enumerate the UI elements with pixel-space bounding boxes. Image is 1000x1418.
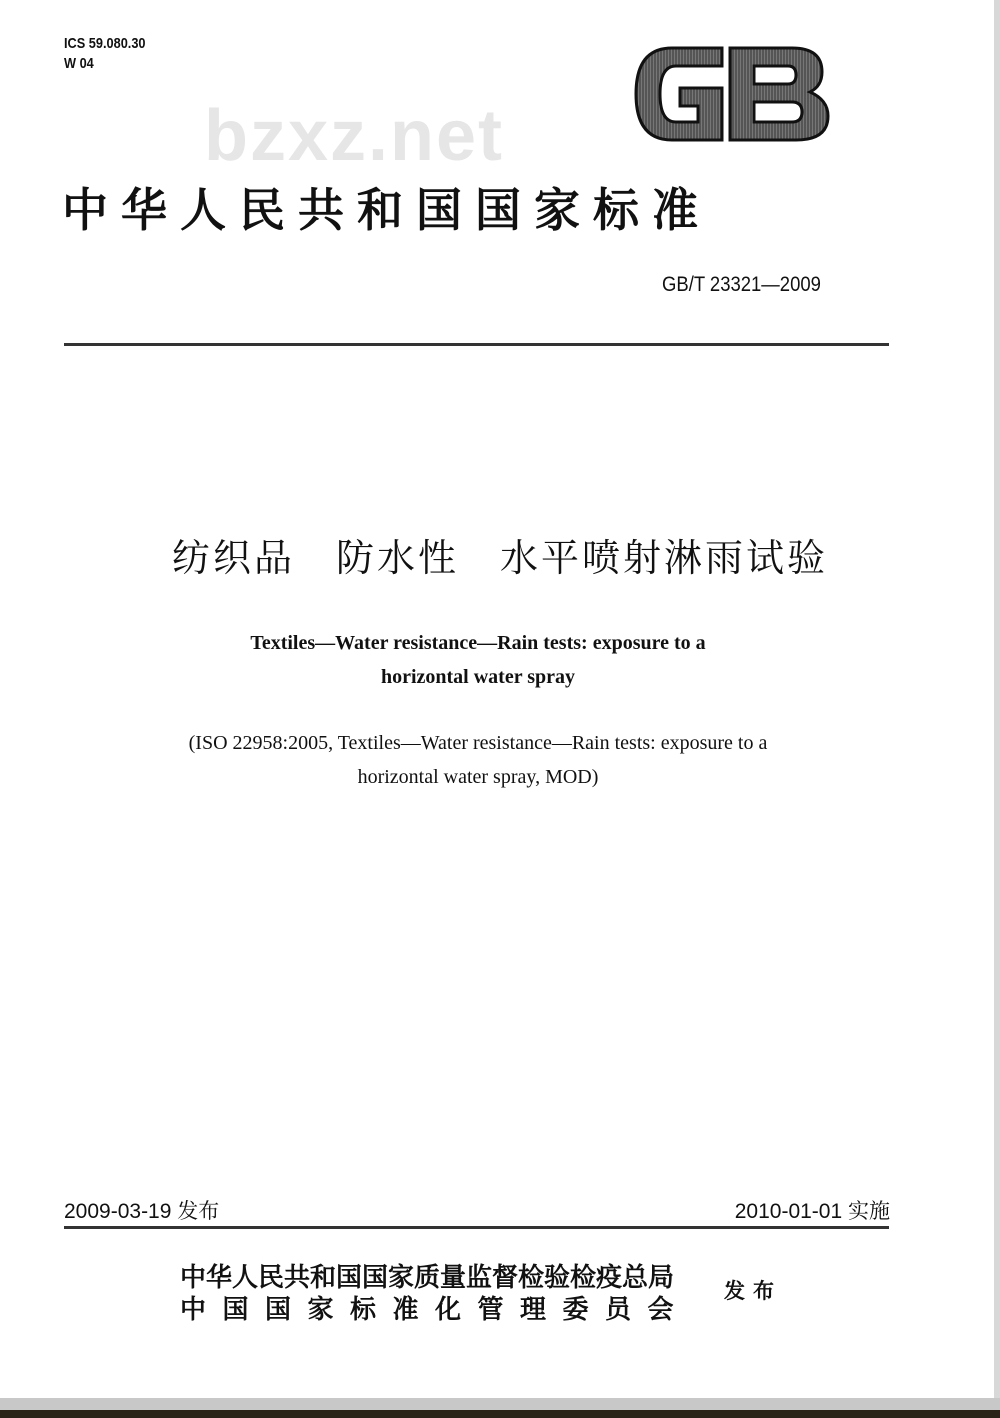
viewer-bottom-strip: [0, 1410, 1000, 1418]
publisher-sac: 中国国家标准化管理委员会: [180, 1295, 691, 1325]
issue-date: 2009-03-19 发布: [64, 1200, 220, 1223]
implementation-date: 2010-01-01 实施: [734, 1200, 890, 1223]
page-edge: [994, 0, 1000, 1400]
publisher-aqsiq: 中华人民共和国国家质量监督检验检疫总局: [180, 1263, 675, 1293]
ccs-code: W 04: [64, 55, 94, 72]
viewer-bottom-bar: [0, 1398, 1000, 1410]
header-divider: [64, 343, 889, 346]
iso-reference: [0, 726, 956, 794]
classification-codes: [64, 34, 146, 74]
iso-reference-line2: horizontal water spray, MOD): [357, 766, 599, 788]
publish-label: 发布: [724, 1279, 782, 1303]
gb-logo: [632, 40, 832, 148]
ics-code: ICS 59.080.30: [64, 35, 146, 52]
iso-reference-line1: (ISO 22958:2005, Textiles—Water resistance—Rain tests: exposure to a: [188, 732, 768, 754]
footer-divider: [64, 1226, 889, 1229]
watermark: bzxz.net: [204, 96, 505, 176]
standard-code: GB/T 23321—2009: [662, 273, 821, 296]
title-chinese: 纺织品 防水性 水平喷射淋雨试验: [171, 536, 828, 580]
publishers: [180, 1262, 690, 1326]
title-english-line2: horizontal water spray: [380, 666, 576, 688]
title-english: [0, 626, 956, 694]
title-english-line1: Textiles—Water resistance—Rain tests: exposure to a: [250, 632, 706, 654]
national-standard-heading: 中华人民共和国国家标准: [62, 183, 711, 237]
